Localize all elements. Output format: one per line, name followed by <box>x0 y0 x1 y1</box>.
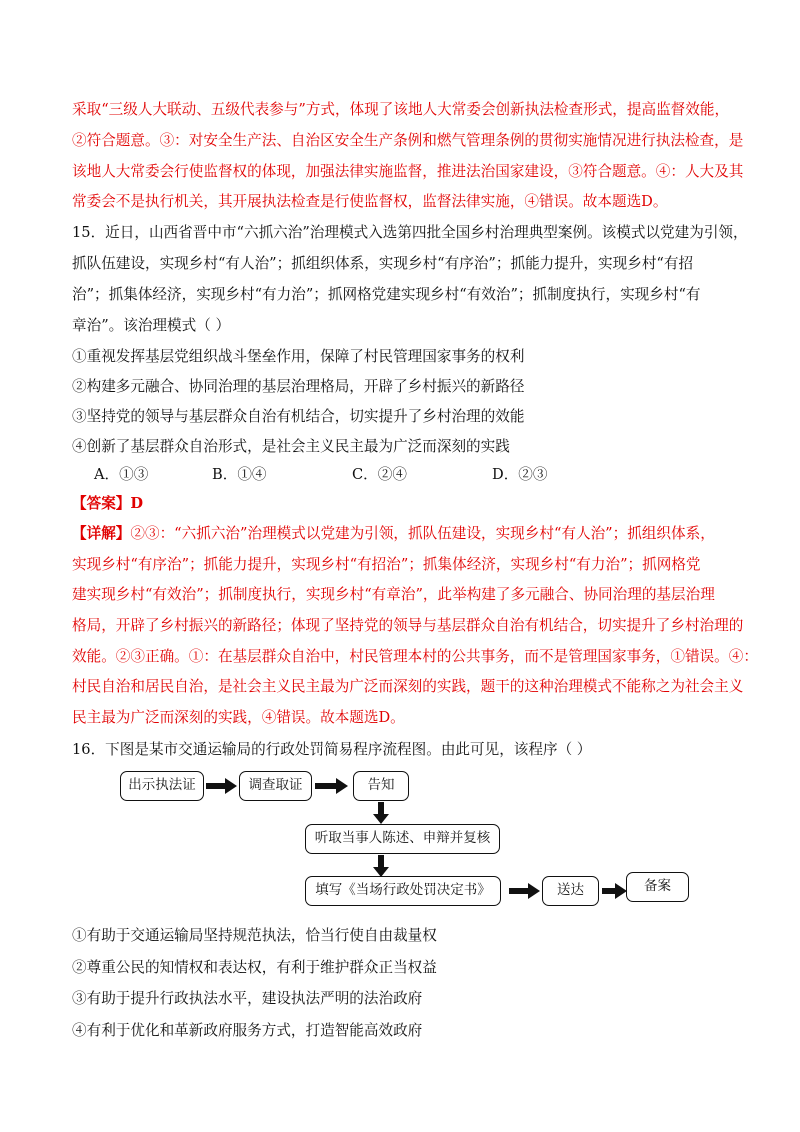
statement-3: ③坚持党的领导与基层群众自治有机结合，切实提升了乡村治理的效能 <box>72 408 525 425</box>
question-15-stem: 15．近日，山西省晋中市“六抓六治”治理模式入选第四批全国乡村治理典型案例。该模式以党建为引领， <box>72 224 748 241</box>
question-15-stem: 抓队伍建设，实现乡村“有人治”；抓组织体系，实现乡村“有序治”；抓能力提升，实现乡村“有招 <box>72 255 694 272</box>
detail-line: 村民自治和居民自治，是社会主义民主最为广泛而深刻的实践，题干的这种治理模式不能称之为社会主义 <box>72 678 744 695</box>
explanation-line: 采取“三级人大联动、五级代表参与”方式，体现了该地人大常委会创新执法检查形式，提高监督效能， <box>72 101 730 118</box>
option-a: A．①③ <box>94 466 149 483</box>
statement-1: ①有助于交通运输局坚持规范执法，恰当行使自由裁量权 <box>72 927 437 944</box>
statement-1: ①重视发挥基层党组织战斗堡垒作用，保障了村民管理国家事务的权利 <box>72 348 525 365</box>
option-c: C．②④ <box>352 466 407 483</box>
detail-line: 效能。②③正确。①：在基层群众自治中，村民管理本村的公共事务，而不是管理国家事务，①错误。④： <box>72 648 758 665</box>
option-b: B．①④ <box>212 466 267 483</box>
statement-4: ④创新了基层群众自治形式，是社会主义民主最为广泛而深刻的实践 <box>72 438 510 455</box>
flow-step-show-license: 出示执法证 <box>120 771 204 801</box>
statement-2: ②尊重公民的知情权和表达权，有利于维护群众正当权益 <box>72 959 437 976</box>
detail-line: 建实现乡村“有效治”；抓制度执行，实现乡村“有章治”，此举构建了多元融合、协同治理的基层治理 <box>72 586 715 603</box>
statement-2: ②构建多元融合、协同治理的基层治理格局，开辟了乡村振兴的新路径 <box>72 378 525 395</box>
arrow-down-icon <box>371 854 391 878</box>
arrow-right-icon <box>205 776 239 796</box>
detail-line: 格局，开辟了乡村振兴的新路径；体现了坚持党的领导与基层群众自治有机结合，切实提升了乡村治理的 <box>72 617 744 634</box>
question-16-stem: 16．下图是某市交通运输局的行政处罚简易程序流程图。由此可见，该程序（ ） <box>72 741 592 758</box>
explanation-line: 常委会不是执行机关，其开展执法检查是行使监督权，监督法律实施，④错误。故本题选D。 <box>72 193 668 210</box>
answer-label: 【答案】D <box>72 495 144 512</box>
flow-step-notify: 告知 <box>353 771 409 801</box>
statement-4: ④有利于优化和革新政府服务方式，打造智能高效政府 <box>72 1022 423 1039</box>
option-d: D．②③ <box>492 466 548 483</box>
detail-line: 民主最为广泛而深刻的实践，④错误。故本题选D。 <box>72 709 405 726</box>
flow-step-record: 备案 <box>626 872 689 902</box>
flow-step-deliver: 送达 <box>542 876 599 906</box>
flow-step-investigate: 调查取证 <box>239 771 312 801</box>
statement-3: ③有助于提升行政执法水平，建设执法严明的法治政府 <box>72 990 423 1007</box>
detail-tag: 【详解】 <box>72 525 131 542</box>
flow-step-hear-statement: 听取当事人陈述、申辩并复核 <box>305 824 500 854</box>
arrow-right-icon <box>508 881 542 901</box>
arrow-right-icon <box>601 881 629 901</box>
flow-step-fill-decision: 填写《当场行政处罚决定书》 <box>305 876 501 906</box>
explanation-line: 该地人大常委会行使监督权的体现，加强法律实施监督，推进法治国家建设，③符合题意。④：人大及其 <box>72 163 744 180</box>
detail-text: ②③：“六抓六治”治理模式以党建为引领，抓队伍建设，实现乡村“有人治”；抓组织体系， <box>130 525 715 542</box>
question-15-stem: 章治”。该治理模式（ ） <box>72 317 231 334</box>
question-15-stem: 治”；抓集体经济，实现乡村“有力治”；抓网格党建实现乡村“有效治”；抓制度执行，实现乡村“有 <box>72 286 701 303</box>
arrow-right-icon <box>314 776 350 796</box>
detail-line: 实现乡村“有序治”；抓能力提升，实现乡村“有招治”；抓集体经济，实现乡村“有力治”；抓网格党 <box>72 556 701 573</box>
detail-line <box>72 524 715 544</box>
explanation-line: ②符合题意。③：对安全生产法、自治区安全生产条例和燃气管理条例的贯彻实施情况进行执法检查，是 <box>72 132 744 149</box>
arrow-down-icon <box>371 801 391 825</box>
